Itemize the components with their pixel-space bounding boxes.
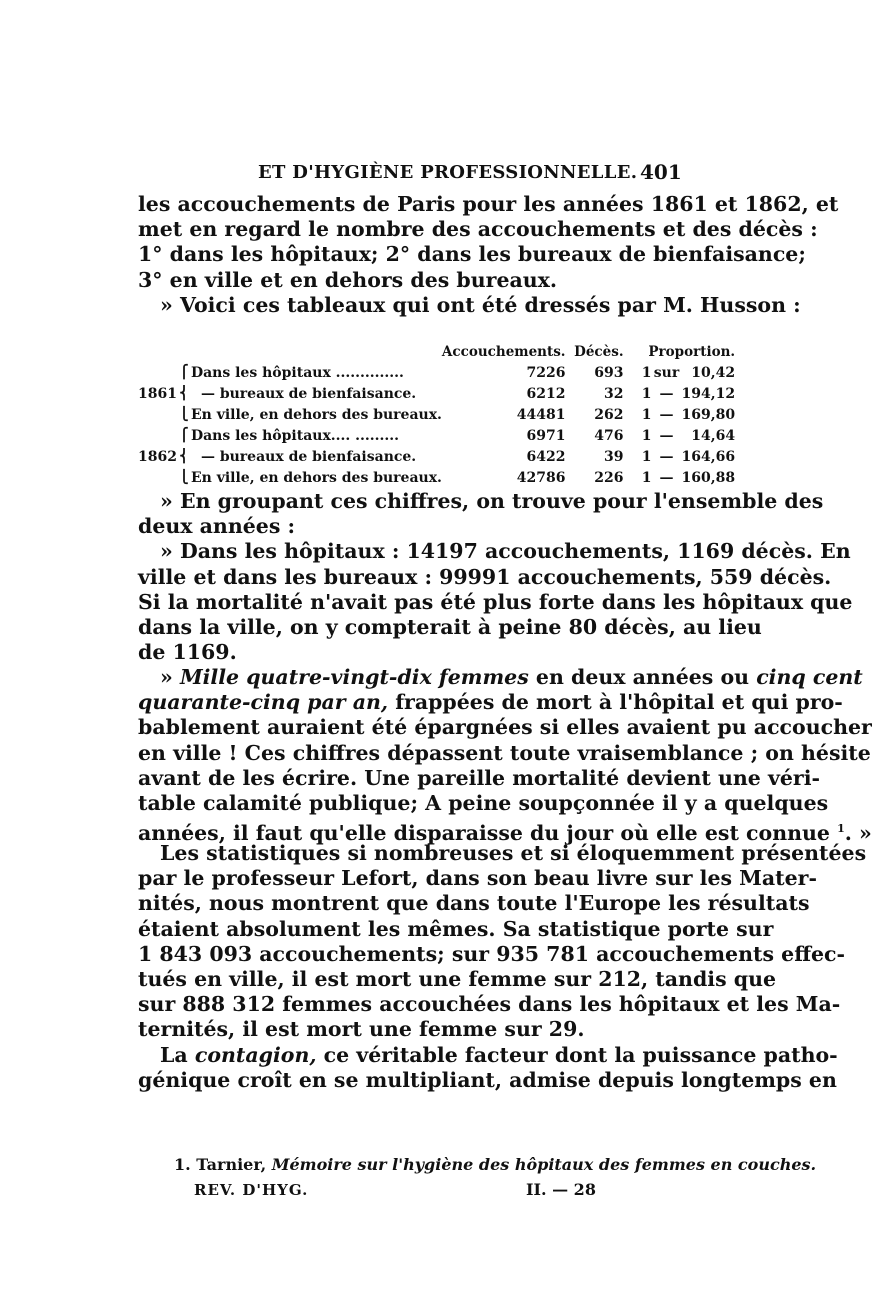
cell-prop-1: 1 bbox=[641, 364, 652, 381]
text-line: génique croît en se multipliant, admise depuis longtemps en bbox=[138, 1068, 837, 1093]
cell-prop-1: 1 bbox=[641, 385, 652, 402]
row-label: Dans les hôpitaux.... ......... bbox=[190, 427, 400, 444]
text-line: étaient absolument les mêmes. Sa statistique porte sur bbox=[138, 916, 774, 941]
paragraph-mortality bbox=[138, 665, 872, 846]
cell-prop-1: 1 bbox=[641, 448, 652, 465]
text-line: deux années : bbox=[138, 514, 296, 539]
text-line: en ville ! Ces chiffres dépassent toute vraisemblance ; on hésite bbox=[138, 740, 871, 765]
year-label: 1862 bbox=[138, 448, 177, 465]
header-proportion: Proportion. bbox=[648, 343, 736, 360]
table-header-row bbox=[138, 341, 735, 362]
table-row: ⎩ En ville, en dehors des bureaux. 42786 226 1 — 160,88 bbox=[138, 467, 735, 488]
text-line: dans la ville, on y compterait à peine 80 décès, au lieu bbox=[138, 615, 762, 640]
cell-deces: 262 bbox=[594, 406, 624, 423]
cell-accouchements: 7226 bbox=[526, 364, 566, 381]
text-line: par le professeur Lefort, dans son beau livre sur les Mater- bbox=[138, 866, 817, 891]
cell-deces: 39 bbox=[604, 448, 624, 465]
text-line: de 1169. bbox=[138, 640, 237, 665]
cell-prop-sep: — bbox=[659, 385, 674, 402]
text-line: avant de les écrire. Une pareille mortalité devient une véri- bbox=[138, 765, 821, 790]
cell-prop-value: 14,64 bbox=[691, 427, 736, 444]
paragraph-grouping bbox=[138, 489, 853, 665]
cell-prop-value: 194,12 bbox=[681, 385, 736, 402]
text-line: tués en ville, il est mort une femme sur 212, tandis que bbox=[138, 967, 777, 992]
cell-accouchements: 6422 bbox=[526, 448, 566, 465]
footnote-ref: 1 bbox=[837, 822, 845, 836]
cell-prop-value: 10,42 bbox=[691, 364, 736, 381]
signature-journal: REV. D'HYG. bbox=[194, 1181, 309, 1199]
text-line: quarante-cinq par an, frappées de mort à l'hôpital et qui pro- bbox=[138, 690, 843, 715]
table-row: ⎩ En ville, en dehors des bureaux. 44481 262 1 — 169,80 bbox=[138, 404, 735, 425]
paragraph-intro bbox=[138, 192, 839, 318]
text-line: nités, nous montrent que dans toute l'Europe les résultats bbox=[138, 891, 810, 916]
header-accouchements: Accouchements. bbox=[441, 343, 566, 360]
year-label: 1861 bbox=[138, 385, 177, 402]
table-row: ⎧ Dans les hôpitaux .............. 7226 693 1 sur 10,42 bbox=[138, 362, 735, 383]
text-line: Les statistiques si nombreuses et si éloquemment présentées bbox=[160, 841, 867, 865]
table-row: ⎧ Dans les hôpitaux.... ......... 6971 476 1 — 14,64 bbox=[138, 425, 735, 446]
cell-deces: 226 bbox=[594, 469, 624, 486]
cell-deces: 693 bbox=[594, 364, 624, 381]
text-line: années, il faut qu'elle disparaisse du jour où elle est connue $^1$. » bbox=[138, 821, 872, 846]
page-number: 401 bbox=[640, 160, 682, 184]
emphasis-text: quarante-cinq par an, bbox=[138, 690, 389, 715]
cell-prop-value: 164,66 bbox=[681, 448, 736, 465]
table-row: 1862 ⎨ — bureaux de bienfaisance. 6422 39 1 — 164,66 bbox=[138, 446, 735, 467]
text-line: table calamité publique; A peine soupçonnée il y a quelques bbox=[138, 791, 829, 816]
cell-prop-sep: — bbox=[659, 406, 674, 423]
cell-deces: 476 bbox=[594, 427, 624, 444]
emphasis-text: Mille quatre-vingt-dix femmes bbox=[179, 665, 529, 689]
statistics-table bbox=[138, 341, 735, 488]
text-line: ville et dans les bureaux : 99991 accouchements, 559 décès. bbox=[138, 564, 832, 589]
text-line: met en regard le nombre des accouchements et des décès : bbox=[138, 217, 818, 242]
row-label: — bureaux de bienfaisance. bbox=[200, 385, 417, 402]
text-line: les accouchements de Paris pour les années 1861 et 1862, et bbox=[138, 192, 839, 216]
row-label: Dans les hôpitaux .............. bbox=[190, 364, 404, 381]
running-title: ET D'HYGIÈNE PROFESSIONNELLE. bbox=[258, 162, 638, 183]
cell-prop-1: 1 bbox=[641, 406, 652, 423]
row-label: — bureaux de bienfaisance. bbox=[200, 448, 417, 465]
cell-prop-sep: sur bbox=[653, 364, 680, 381]
cell-prop-1: 1 bbox=[641, 427, 652, 444]
text-line: 3° en ville et en dehors des bureaux. bbox=[138, 267, 558, 292]
text-line: » Voici ces tableaux qui ont été dressés par M. Husson : bbox=[160, 292, 801, 317]
row-label: En ville, en dehors des bureaux. bbox=[190, 469, 442, 486]
paragraph-lefort bbox=[138, 841, 867, 1043]
cell-deces: 32 bbox=[604, 385, 624, 402]
header-deces: Décès. bbox=[574, 343, 624, 360]
cell-accouchements: 44481 bbox=[516, 406, 566, 423]
cell-prop-sep: — bbox=[659, 469, 674, 486]
text-line: La contagion, ce véritable facteur dont la puissance patho- bbox=[160, 1043, 838, 1067]
text-line: 1 843 093 accouchements; sur 935 781 accouchements effec- bbox=[138, 941, 846, 966]
row-label: En ville, en dehors des bureaux. bbox=[190, 406, 442, 423]
cell-accouchements: 6971 bbox=[526, 427, 566, 444]
paragraph-contagion bbox=[138, 1043, 838, 1093]
text-line: » Dans les hôpitaux : 14197 accouchements, 1169 décès. En bbox=[160, 539, 851, 564]
signature-volume: II. — 28 bbox=[526, 1180, 596, 1199]
text-line: » Mille quatre-vingt-dix femmes en deux années ou cinq cent bbox=[160, 665, 863, 689]
text-line: 1° dans les hôpitaux; 2° dans les bureaux de bienfaisance; bbox=[138, 242, 806, 267]
footnote: 1. Tarnier, Mémoire sur l'hygiène des hôpitaux des femmes en couches. bbox=[174, 1155, 817, 1174]
emphasis-text: cinq cent bbox=[756, 665, 863, 689]
emphasis-text: contagion, bbox=[194, 1043, 317, 1067]
footnote-citation: Mémoire sur l'hygiène des hôpitaux des femmes en couches. bbox=[271, 1155, 817, 1174]
cell-accouchements: 6212 bbox=[526, 385, 566, 402]
cell-prop-value: 160,88 bbox=[681, 469, 736, 486]
cell-prop-1: 1 bbox=[641, 469, 652, 486]
text-line: Si la mortalité n'avait pas été plus forte dans les hôpitaux que bbox=[138, 589, 853, 614]
cell-prop-sep: — bbox=[659, 448, 674, 465]
cell-accouchements: 42786 bbox=[516, 469, 566, 486]
table-row: 1861 ⎨ — bureaux de bienfaisance. 6212 32 1 — 194,12 bbox=[138, 383, 735, 404]
text-line: sur 888 312 femmes accouchées dans les hôpitaux et les Ma- bbox=[138, 992, 841, 1017]
cell-prop-value: 169,80 bbox=[681, 406, 736, 423]
cell-prop-sep: — bbox=[659, 427, 674, 444]
text-line: ternités, il est mort une femme sur 29. bbox=[138, 1017, 585, 1042]
text-line: » En groupant ces chiffres, on trouve pour l'ensemble des bbox=[160, 489, 824, 513]
text-line: bablement auraient été épargnées si elles avaient pu accoucher bbox=[138, 715, 872, 740]
